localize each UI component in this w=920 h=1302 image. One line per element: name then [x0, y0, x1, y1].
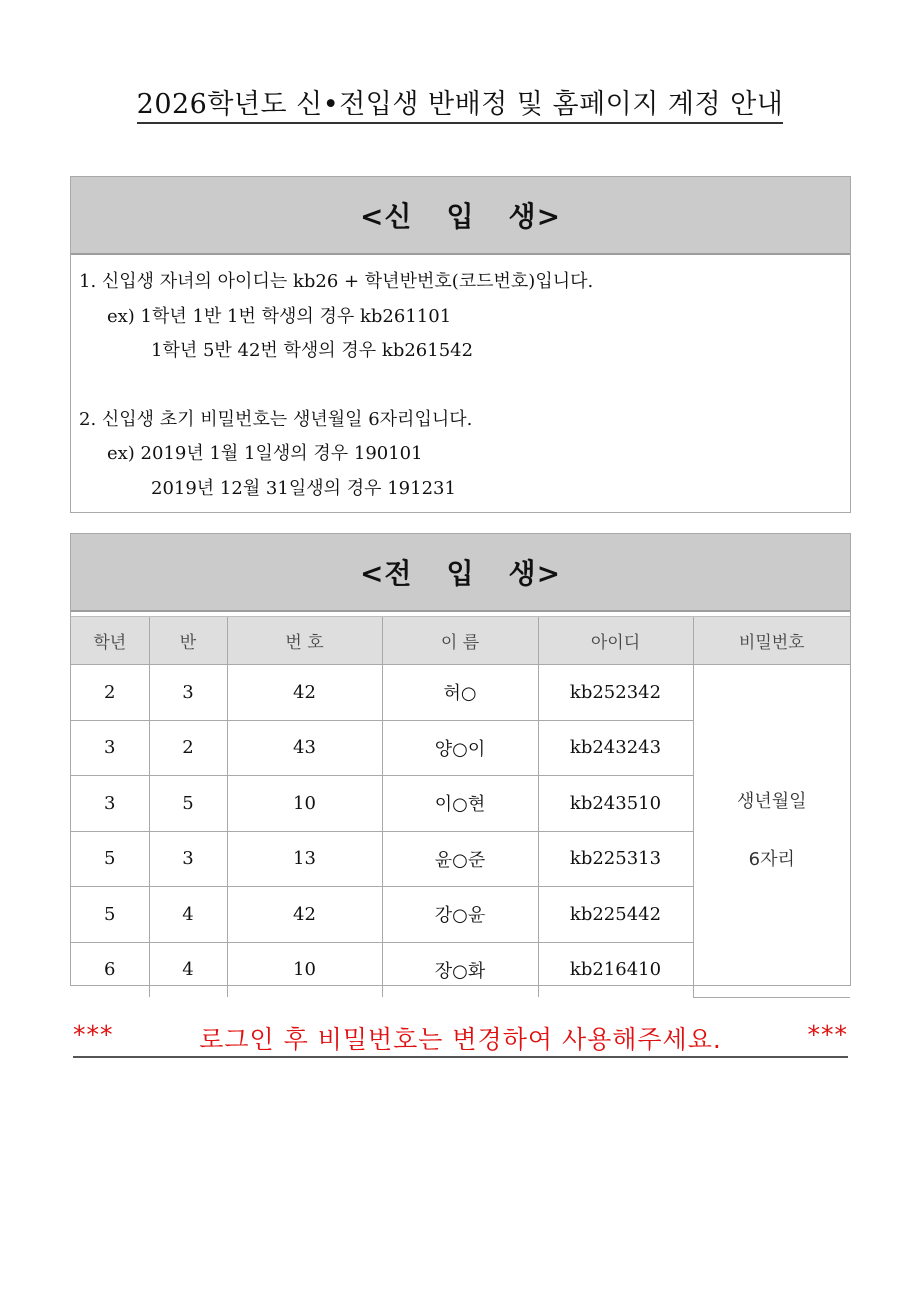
class-cell: 2: [149, 720, 227, 776]
heading-part: <신: [359, 200, 413, 233]
column-header: 번 호: [227, 617, 382, 665]
id-cell: kb243510: [538, 776, 693, 832]
id-cell: kb225442: [538, 887, 693, 943]
column-header: 아이디: [538, 617, 693, 665]
table-header-row: [71, 617, 850, 665]
name-cell: 윤○준: [382, 831, 538, 887]
id-cell: kb225313: [538, 831, 693, 887]
new-students-body: [71, 255, 850, 516]
example-line: 1학년 5반 42번 학생의 경우 kb261542: [151, 340, 474, 361]
column-header: 학년: [71, 617, 149, 665]
heading-part: 입: [446, 557, 475, 590]
number-cell: 43: [227, 720, 382, 776]
column-header: 반: [149, 617, 227, 665]
example-line: ex) 2019년 1월 1일생의 경우 190101: [107, 443, 423, 464]
password-rule-line2: 6자리: [748, 848, 795, 870]
id-cell: kb252342: [538, 665, 693, 721]
heading-part: 생>: [508, 557, 562, 590]
name-cell: 양○이: [382, 720, 538, 776]
number-cell: 42: [227, 887, 382, 943]
heading-part: 생>: [508, 200, 562, 233]
new-students-heading: [71, 177, 850, 255]
rule-id-line: 1. 신입생 자녀의 아이디는 kb26 + 학년반번호(코드번호)입니다.: [79, 271, 594, 292]
grade-cell: 5: [71, 831, 149, 887]
column-header: 이 름: [382, 617, 538, 665]
name-cell: 장○화: [382, 942, 538, 997]
password-change-notice: [73, 1020, 848, 1058]
document-title: [0, 82, 920, 121]
class-cell: 4: [149, 887, 227, 943]
transfer-students-table: [71, 617, 850, 998]
class-cell: 5: [149, 776, 227, 832]
rule-password-line: 2. 신입생 초기 비밀번호는 생년월일 6자리입니다.: [79, 408, 473, 430]
table-row: [71, 665, 850, 721]
notice-stars-left: ***: [73, 1020, 114, 1049]
notice-text: 로그인 후 비밀번호는 변경하여 사용해주세요.: [199, 1025, 722, 1054]
transfer-students-heading: [71, 534, 850, 612]
transfer-students-section: [70, 533, 851, 986]
name-cell: 이○현: [382, 776, 538, 832]
class-cell: 3: [149, 665, 227, 721]
class-cell: 3: [149, 831, 227, 887]
document-title-text: 2026학년도 신•전입생 반배정 및 홈페이지 계정 안내: [137, 89, 784, 124]
class-cell: 4: [149, 942, 227, 997]
name-cell: 허○: [382, 665, 538, 721]
number-cell: 10: [227, 942, 382, 997]
id-cell: kb243243: [538, 720, 693, 776]
grade-cell: 3: [71, 720, 149, 776]
password-rule-line1: 생년월일: [736, 790, 807, 812]
grade-cell: 6: [71, 942, 149, 997]
name-cell: 강○윤: [382, 887, 538, 943]
password-cell: [693, 665, 850, 998]
heading-part: 입: [446, 200, 475, 233]
number-cell: 10: [227, 776, 382, 832]
grade-cell: 3: [71, 776, 149, 832]
id-cell: kb216410: [538, 942, 693, 997]
number-cell: 13: [227, 831, 382, 887]
new-students-section: [70, 176, 851, 513]
example-line: 2019년 12월 31일생의 경우 191231: [151, 477, 456, 499]
notice-stars-right: ***: [807, 1020, 848, 1049]
example-line: ex) 1학년 1반 1번 학생의 경우 kb261101: [107, 305, 452, 327]
heading-part: <전: [359, 557, 413, 590]
column-header: 비밀번호: [693, 617, 850, 665]
grade-cell: 5: [71, 887, 149, 943]
grade-cell: 2: [71, 665, 149, 721]
number-cell: 42: [227, 665, 382, 721]
